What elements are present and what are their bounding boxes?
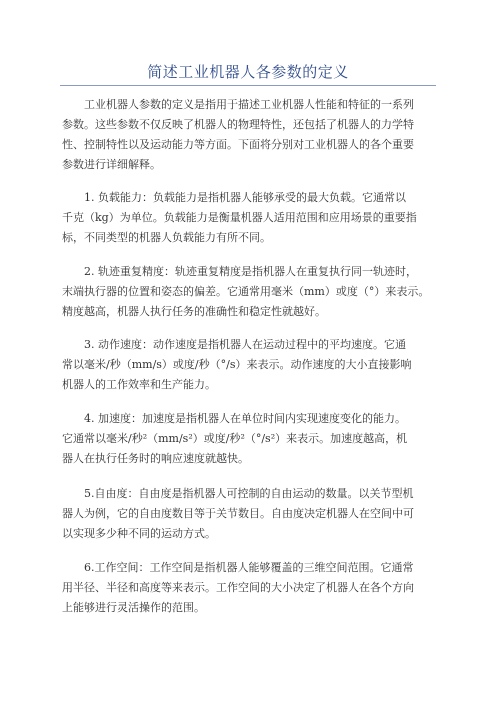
paragraph-line: 参数。这些参数不仅反映了机器人的物理特性，还包括了机器人的力学特 — [62, 118, 414, 131]
paragraph-workspace — [62, 558, 442, 618]
paragraph-line: 以实现多少种不同的运动方式。 — [62, 527, 216, 540]
paragraph-line: 机器人的工作效率和生产能力。 — [62, 378, 216, 391]
paragraph-line: 用半径、半径和高度等来表示。工作空间的大小决定了机器人在各个方向 — [62, 581, 414, 594]
paragraph-line: 器人为例，它的自由度数目等于关节数目。自由度决定机器人在空间中可 — [62, 507, 414, 520]
paragraph-line: 5.自由度：自由度是指机器人可控制的自由运动的数量。以关节型机 — [84, 487, 414, 500]
paragraph-repeatability — [62, 262, 442, 322]
paragraph-line: 末端执行器的位置和姿态的偏差。它通常用毫米（mm）或度（°）来表示。 — [62, 285, 430, 298]
paragraph-line: 器人在执行任务时的响应速度就越快。 — [62, 452, 249, 465]
paragraph-load-capacity — [62, 188, 442, 248]
paragraph-acceleration — [62, 409, 442, 469]
paragraph-line: 标，不同类型的机器人负载能力有所不同。 — [62, 231, 271, 244]
paragraph-line: 1. 负载能力：负载能力是指机器人能够承受的最大负载。它通常以 — [84, 191, 406, 204]
paragraph-line: 工业机器人参数的定义是指用于描述工业机器人性能和特征的一系列 — [84, 98, 414, 111]
paragraph-line: 2. 轨迹重复精度：轨迹重复精度是指机器人在重复执行同一轨迹时， — [84, 265, 417, 278]
paragraph-line: 精度越高，机器人执行任务的准确性和稳定性就越好。 — [62, 305, 326, 318]
paragraph-line: 参数进行详细解释。 — [62, 158, 161, 171]
paragraph-speed — [62, 335, 442, 395]
paragraph-line: 6.工作空间：工作空间是指机器人能够覆盖的三维空间范围。它通常 — [84, 561, 414, 574]
paragraph-line: 3. 动作速度：动作速度是指机器人在运动过程中的平均速度。它通 — [84, 338, 406, 351]
title-divider — [60, 85, 436, 86]
paragraph-line: 千克（kg）为单位。负载能力是衡量机器人适用范围和应用场景的重要指 — [62, 211, 417, 224]
paragraph-degrees-of-freedom — [62, 484, 442, 544]
paragraph-line: 上能够进行灵活操作的范围。 — [62, 601, 205, 614]
paragraph-line: 性、控制特性以及运动能力等方面。下面将分别对工业机器人的各个重要 — [62, 138, 414, 151]
document-title: 简述工业机器人各参数的定义 — [147, 63, 349, 81]
paragraph-line: 它通常以毫米/秒²（mm/s²）或度/秒²（°/s²）来表示。加速度越高，机 — [62, 432, 408, 445]
paragraph-line: 4. 加速度：加速度是指机器人在单位时间内实现速度变化的能力。 — [84, 412, 406, 425]
paragraph-line: 常以毫米/秒（mm/s）或度/秒（°/s）来表示。动作速度的大小直接影响 — [62, 358, 412, 371]
paragraph-intro — [62, 95, 442, 175]
